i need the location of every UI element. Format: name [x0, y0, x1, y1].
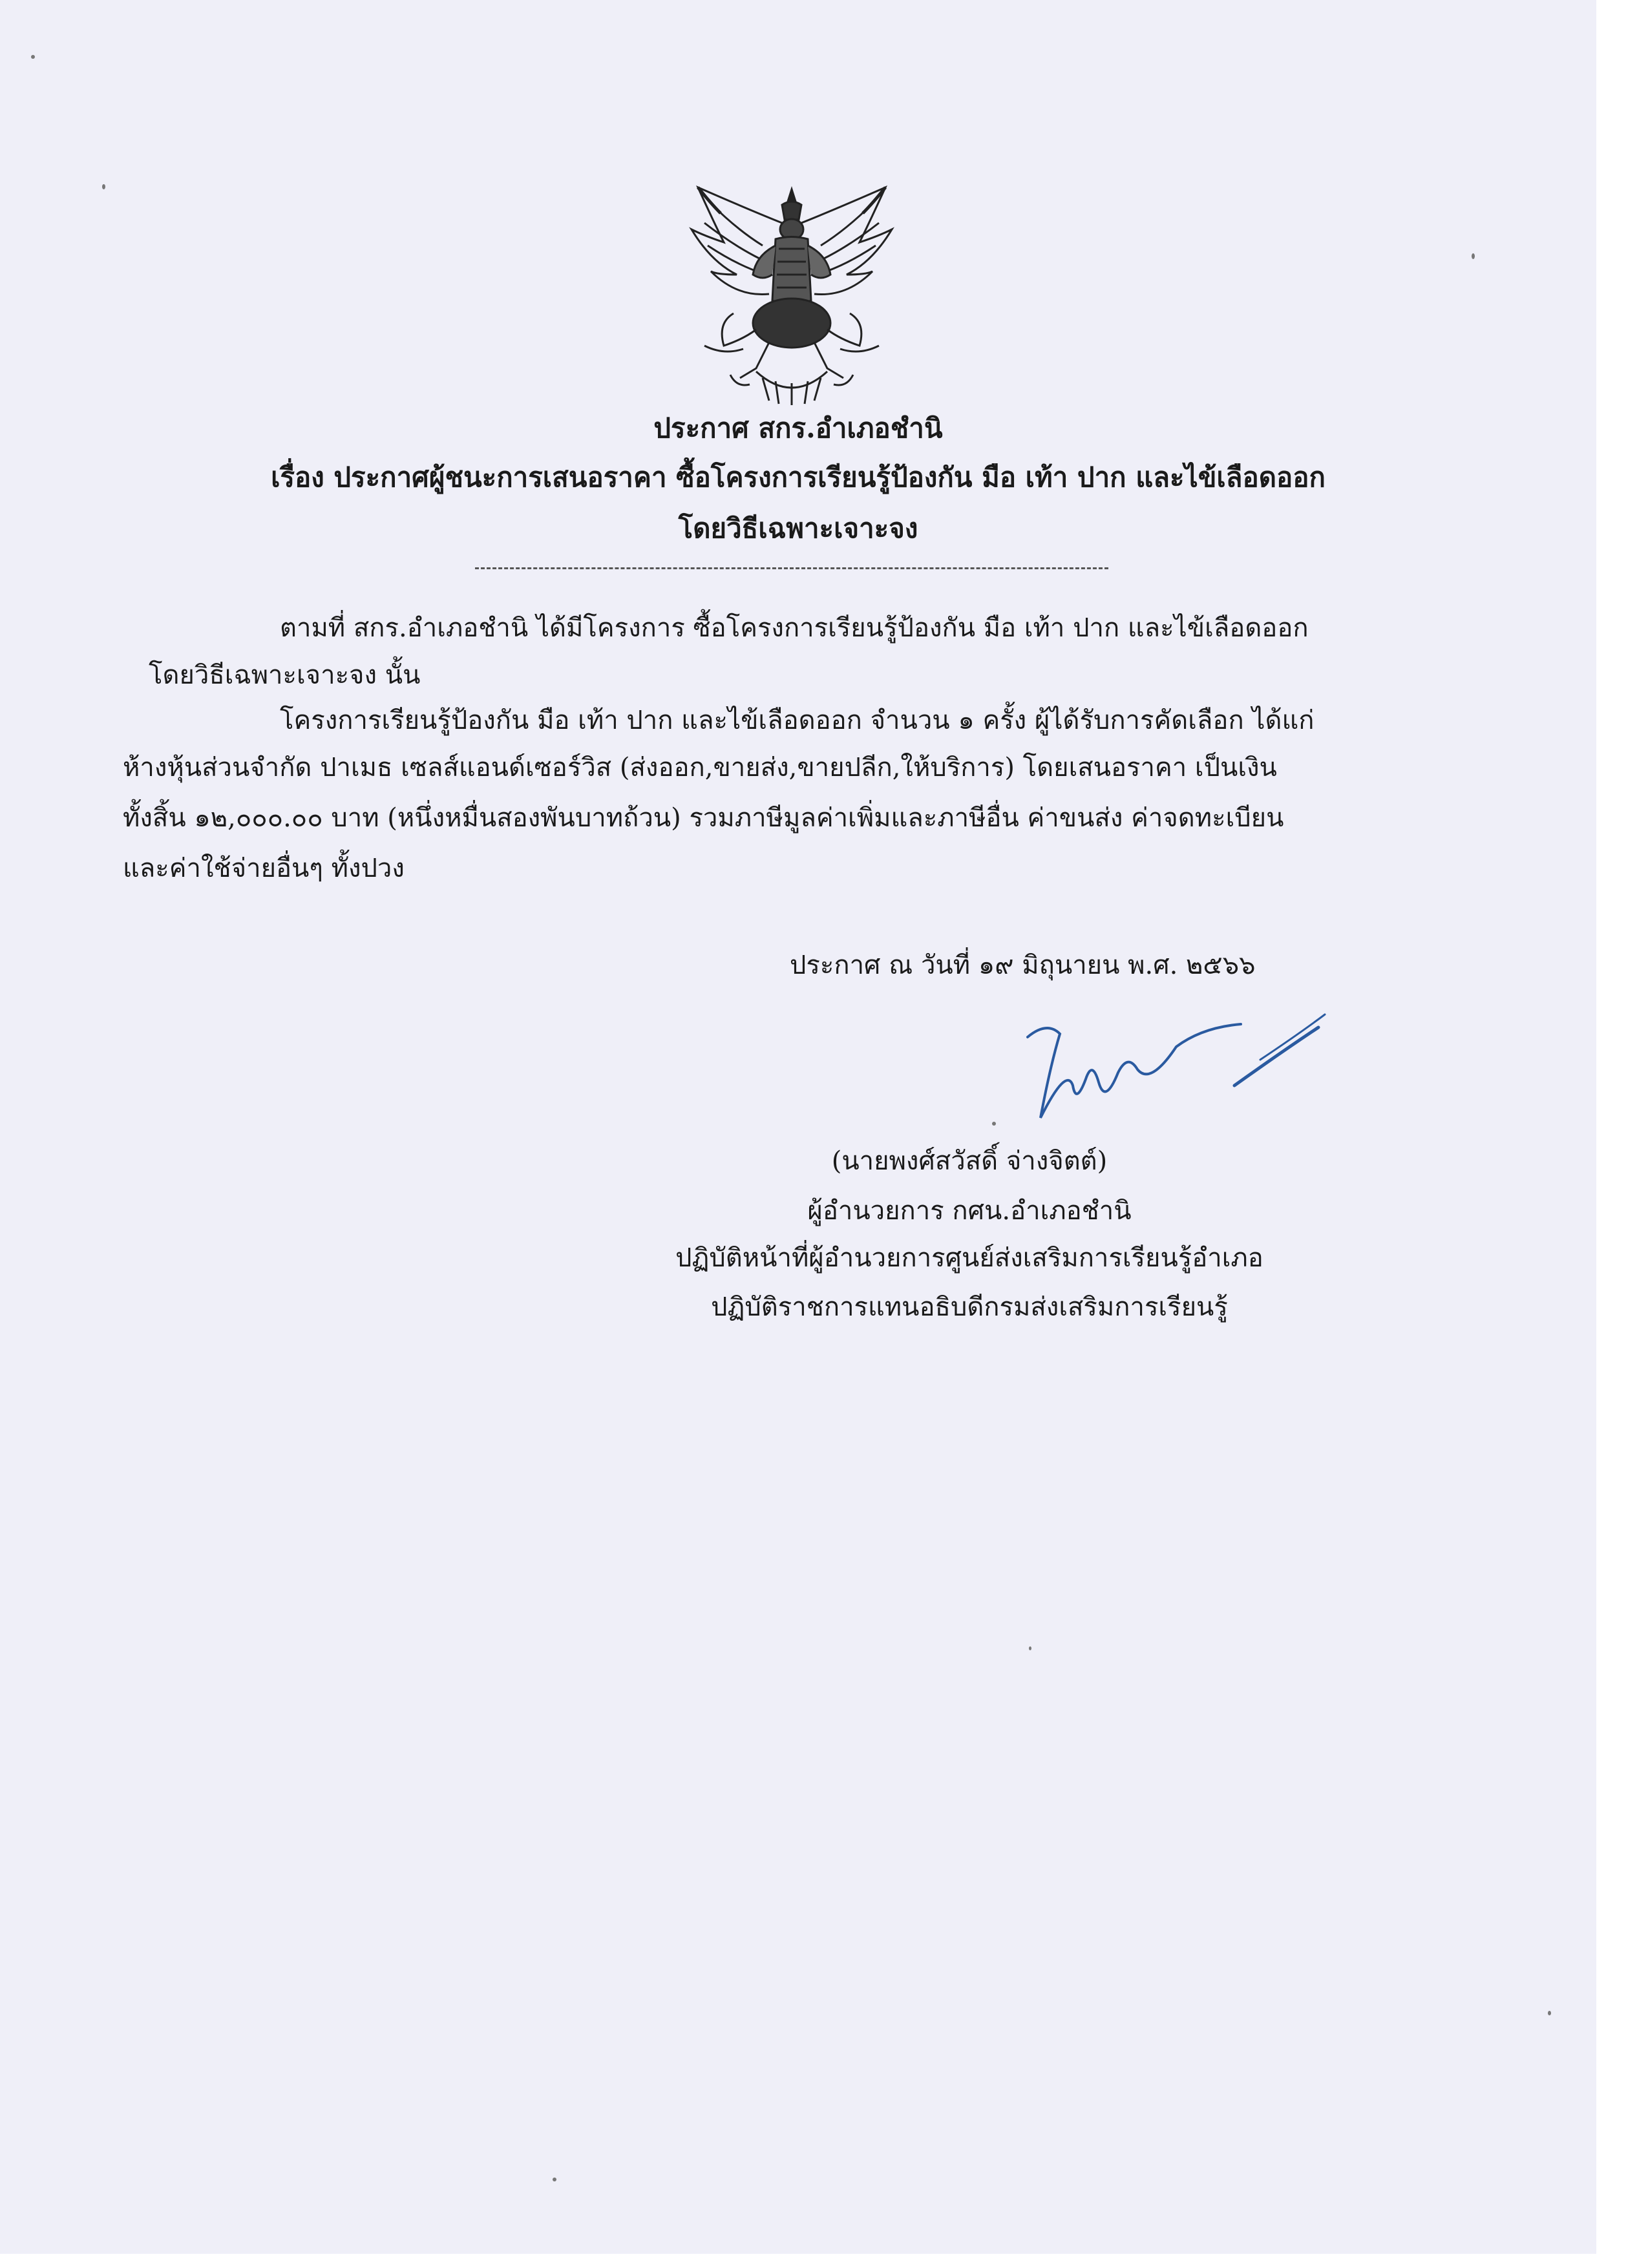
scan-speck — [553, 2178, 556, 2181]
scan-speck — [31, 55, 35, 59]
announcement-date: ประกาศ ณ วันที่ ๑๙ มิถุนายน พ.ศ. ๒๕๖๖ — [790, 950, 1256, 980]
announcement-title: ประกาศ สกร.อำเภอชำนิ — [653, 412, 943, 444]
signatory-position-2: ปฏิบัติหน้าที่ผู้อำนวยการศูนย์ส่งเสริมการเรียนรู้อำเภอ — [675, 1243, 1263, 1273]
announcement-method: โดยวิธีเฉพาะเจาะจง — [678, 512, 918, 544]
scan-margin-bottom — [0, 2254, 1648, 2268]
handwritten-signature-icon — [989, 1008, 1338, 1137]
paragraph-2-line-1: โครงการเรียนรู้ป้องกัน มือ เท้า ปาก และไข้เลือดออก จำนวน ๑ ครั้ง ผู้ได้รับการคัดเลือก ได้แก่ — [280, 706, 1315, 735]
garuda-emblem-icon — [685, 184, 898, 407]
scan-speck — [102, 184, 105, 189]
signatory-position-1: ผู้อำนวยการ กศน.อำเภอชำนิ — [807, 1196, 1132, 1226]
paragraph-2-line-4: และค่าใช้จ่ายอื่นๆ ทั้งปวง — [123, 854, 405, 883]
divider-dashed — [475, 567, 1108, 569]
signatory-name: (นายพงศ์สวัสดิ์ จ่างจิตต์) — [831, 1146, 1108, 1176]
announcement-subject: เรื่อง ประกาศผู้ชนะการเสนอราคา ซื้อโครงการเรียนรู้ป้องกัน มือ เท้า ปาก และไข้เลือดออก — [271, 461, 1326, 493]
paragraph-2-line-3: ทั้งสิ้น ๑๒,๐๐๐.๐๐ บาท (หนึ่งหมื่นสองพันบาทถ้วน) รวมภาษีมูลค่าเพิ่มและภาษีอื่น ค่าขนส่ง ค่าจดทะเบียน — [123, 803, 1284, 833]
paragraph-2-line-2: ห้างหุ้นส่วนจำกัด ปาเมธ เซลส์แอนด์เซอร์วิส (ส่งออก,ขายส่ง,ขายปลีก,ให้บริการ) โดยเสนอราคา เป็นเงิน — [123, 753, 1277, 782]
scan-speck — [1548, 2011, 1551, 2015]
paragraph-1-line-1: ตามที่ สกร.อำเภอชำนิ ได้มีโครงการ ซื้อโครงการเรียนรู้ป้องกัน มือ เท้า ปาก และไข้เลือดออก — [280, 613, 1309, 643]
scan-margin-right — [1596, 0, 1648, 2268]
scan-speck — [1029, 1646, 1031, 1650]
signatory-position-3: ปฏิบัติราชการแทนอธิบดีกรมส่งเสริมการเรียนรู้ — [711, 1292, 1228, 1322]
scan-speck — [1472, 253, 1475, 259]
paragraph-1-line-2: โดยวิธีเฉพาะเจาะจง นั้น — [149, 660, 421, 690]
